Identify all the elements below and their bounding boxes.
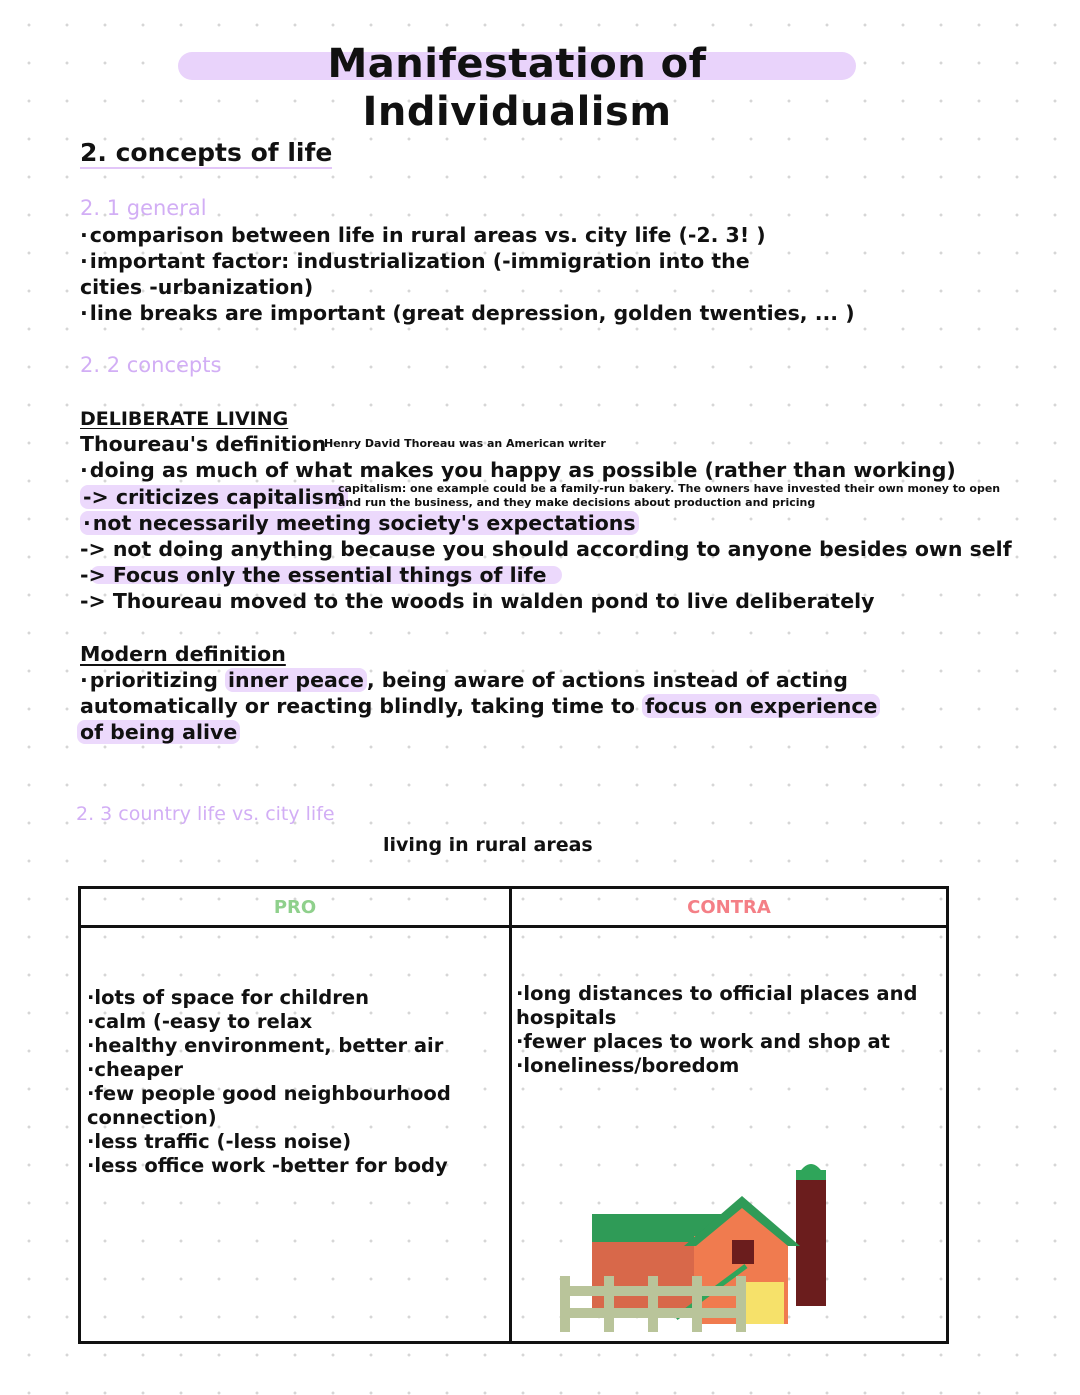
contra-header: CONTRA — [511, 888, 948, 927]
farm-barn-icon — [556, 1148, 826, 1338]
subheading-general: 2. 1 general — [80, 196, 207, 220]
thoreau-line-5: -> Focus only the essential things of life — [80, 563, 547, 587]
pro-cell — [80, 927, 511, 1343]
section-heading: 2. concepts of life — [80, 138, 333, 167]
general-line-1: ·comparison between life in rural areas vs. city life (-2. 3! ) — [80, 223, 766, 247]
pro-item: ·few people good neighbourhood — [87, 1082, 451, 1105]
general-line-2: ·important factor: industrialization (-immigration into the — [80, 249, 750, 273]
modern-definition-heading: Modern definition — [80, 642, 286, 666]
thoreau-definition-heading: Thoureau's definition — [80, 432, 327, 456]
general-line-4: ·line breaks are important (great depression, golden twenties, ... ) — [80, 301, 855, 325]
modern-line-2: automatically or reacting blindly, taking time to focus on experience — [80, 693, 880, 719]
page-title — [178, 40, 856, 135]
pro-item: ·cheaper — [87, 1058, 184, 1081]
thoreau-line-3: ·not necessarily meeting society's expectations — [80, 510, 639, 536]
contra-item: ·fewer places to work and shop at — [516, 1030, 890, 1053]
pro-contra-table — [78, 886, 949, 1344]
modern-line-3: of being alive — [77, 719, 240, 745]
pro-item: connection) — [87, 1106, 217, 1129]
modern-line-1: ·prioritizing inner peace , being aware of actions instead of acting — [80, 668, 848, 692]
general-line-3: cities -urbanization) — [80, 275, 314, 299]
pro-header: PRO — [80, 888, 511, 927]
pro-item: ·less traffic (-less noise) — [87, 1130, 352, 1153]
thoreau-line-1: ·doing as much of what makes you happy as possible (rather than working) — [80, 458, 956, 482]
contra-item: ·long distances to official places and — [516, 982, 918, 1005]
table-title: living in rural areas — [383, 834, 593, 856]
pro-item: ·healthy environment, better air — [87, 1034, 444, 1057]
thoreau-note: Henry David Thoreau was an American writer — [324, 437, 606, 450]
subheading-concepts: 2. 2 concepts — [80, 353, 222, 377]
thoreau-line-4: -> not doing anything because you should according to anyone besides own self — [80, 537, 1012, 561]
pro-item: ·less office work -better for body — [87, 1154, 448, 1177]
thoreau-line-2: -> criticizes capitalism — [80, 484, 348, 510]
pro-item: ·lots of space for children — [87, 986, 369, 1009]
capitalism-note-2: and run the business, and they make decisions about production and pricing — [338, 496, 816, 509]
thoreau-line-6: -> Thoureau moved to the woods in walden pond to live deliberately — [80, 589, 875, 613]
pro-item: ·calm (-easy to relax — [87, 1010, 313, 1033]
deliberate-living-heading: DELIBERATE LIVING — [80, 408, 289, 430]
subheading-country-city: 2. 3 country life vs. city life — [76, 803, 335, 825]
capitalism-note-1: capitalism: one example could be a family-run bakery. The owners have invested their own money to open — [338, 482, 1001, 495]
page-title-text: Manifestation of Individualism — [327, 41, 707, 135]
contra-cell — [511, 927, 948, 1343]
contra-item: ·loneliness/boredom — [516, 1054, 740, 1077]
contra-item: hospitals — [516, 1006, 617, 1029]
